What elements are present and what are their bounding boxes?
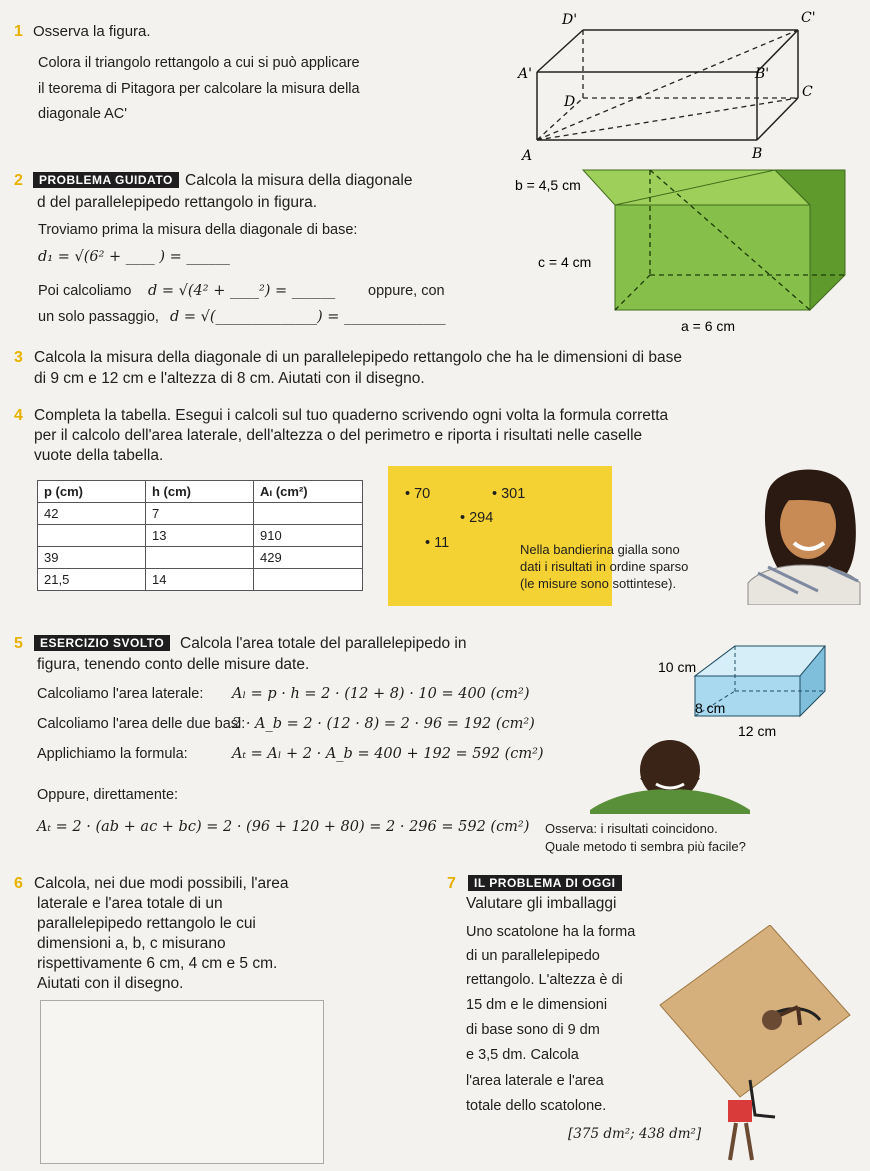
- header-h: h (cm): [146, 481, 254, 503]
- table-cell: 7: [146, 503, 254, 525]
- label-A1: A': [518, 66, 532, 82]
- ex7-line6: e 3,5 dm. Calcola: [466, 1047, 579, 1063]
- ex2-formula2-pre: Poi calcoliamo: [38, 283, 132, 299]
- header-al: Aₗ (cm²): [254, 481, 363, 503]
- label-a: a = 6 cm: [681, 318, 736, 334]
- ex5-r2: 2 · A_b = 2 · (12 · 8) = 2 · 96 = 192 (cm²): [232, 716, 535, 732]
- ex2-formula2-post: oppure, con: [368, 283, 445, 299]
- label-A: A: [522, 148, 533, 164]
- ex5-r4-label: Oppure, direttamente:: [37, 787, 179, 803]
- ex2-tag: PROBLEMA GUIDATO: [33, 172, 179, 188]
- girl-illustration: [738, 463, 866, 605]
- ex7-tag: IL PROBLEMA DI OGGI: [468, 875, 622, 891]
- ex7-line4: 15 dm e le dimensioni: [466, 997, 608, 1013]
- boy-illustration: [590, 738, 750, 814]
- green-box-figure: [505, 165, 865, 340]
- table-cell: 14: [146, 569, 254, 591]
- data-table: [37, 480, 363, 591]
- ex6-line5: rispettivamente 6 cm, 4 cm e 5 cm.: [37, 955, 278, 972]
- table-cell: 21,5: [38, 569, 146, 591]
- ex6-number: 6: [14, 875, 23, 892]
- ex2-title2: d del parallelepipedo rettangolo in figura.: [37, 194, 318, 211]
- ex1-line3: diagonale AC': [38, 106, 128, 122]
- ex7-number: 7: [447, 875, 456, 892]
- ex2-formula1: d₁ = √(6² + ____ ) = ______: [38, 249, 230, 265]
- box-carrier-illustration: [650, 925, 868, 1165]
- label-8cm: 8 cm: [695, 700, 726, 716]
- banner-value: • 294: [460, 508, 493, 529]
- table-header-row: [38, 481, 363, 503]
- ex5-r1-label: Calcoliamo l'area laterale:: [37, 686, 204, 702]
- ex7-line3: rettangolo. L'altezza è di: [466, 972, 623, 988]
- ex2-number: 2: [14, 172, 23, 189]
- label-12cm: 12 cm: [738, 723, 777, 739]
- table-row: [38, 525, 363, 547]
- ex5-note1: Osserva: i risultati coincidono.: [545, 821, 718, 836]
- label-10cm: 10 cm: [658, 659, 697, 675]
- ex6-line2: laterale e l'area totale di un: [37, 895, 223, 912]
- ex5-title: Calcola l'area totale del parallelepipedo in: [180, 635, 467, 652]
- ex5-number: 5: [14, 635, 23, 652]
- ex7-line1: Uno scatolone ha la forma: [466, 924, 636, 940]
- ex2-formula3-pre: un solo passaggio,: [38, 309, 159, 325]
- ex2-formula3: d = √(______________) = ______________: [170, 309, 446, 325]
- ex7-title: Valutare gli imballaggi: [466, 895, 617, 912]
- drawing-area[interactable]: [40, 1000, 324, 1164]
- ex1-line2: il teorema di Pitagora per calcolare la misura della: [38, 81, 360, 97]
- ex5-r2-label: Calcoliamo l'area delle due basi:: [37, 716, 246, 732]
- ex7-line2: di un parallelepipedo: [466, 948, 600, 964]
- label-B: B: [752, 146, 763, 162]
- ex5-r3: Aₜ = Aₗ + 2 · A_b = 400 + 192 = 592 (cm²): [232, 746, 544, 762]
- ex1-title: Osserva la figura.: [33, 23, 151, 40]
- label-b: b = 4,5 cm: [515, 177, 581, 193]
- ex5-note2: Quale metodo ti sembra più facile?: [545, 839, 746, 854]
- header-p: p (cm): [38, 481, 146, 503]
- ex4-line1: Completa la tabella. Esegui i calcoli sul tuo quaderno scrivendo ogni volta la formula corretta: [34, 407, 669, 424]
- ex7-line5: di base sono di 9 dm: [466, 1022, 600, 1038]
- table-cell: 42: [38, 503, 146, 525]
- ex5-r3-label: Applichiamo la formula:: [37, 746, 188, 762]
- blue-box-figure: [650, 636, 865, 746]
- ex6-line3: parallelepipedo rettangolo le cui: [37, 915, 256, 932]
- ex6-line6: Aiutati con il disegno.: [37, 975, 184, 992]
- ex3-number: 3: [14, 349, 23, 366]
- ex2-title: Calcola la misura della diagonale: [185, 172, 413, 189]
- ex7-line7: l'area laterale e l'area: [466, 1073, 604, 1089]
- table-cell[interactable]: [38, 525, 146, 547]
- banner-note2: dati i risultati in ordine sparso: [520, 559, 689, 574]
- ex3-line2: di 9 cm e 12 cm e l'altezza di 8 cm. Aiutati con il disegno.: [34, 370, 425, 387]
- table-cell: 39: [38, 547, 146, 569]
- ex2-formula2: d = √(4² + ____²) = ______: [148, 283, 336, 299]
- ex6-line4: dimensioni a, b, c misurano: [37, 935, 226, 952]
- banner-value: • 11: [425, 533, 449, 554]
- table-cell: 910: [254, 525, 363, 547]
- box-figure-ex1: [510, 0, 860, 165]
- ex4-number: 4: [14, 407, 23, 424]
- table-cell: 13: [146, 525, 254, 547]
- table-cell[interactable]: [254, 503, 363, 525]
- banner-note3: (le misure sono sottintese).: [520, 576, 677, 591]
- label-C: C: [802, 84, 813, 100]
- label-B1: B': [755, 66, 770, 82]
- banner-value: • 301: [492, 484, 525, 505]
- ex2-line1: Troviamo prima la misura della diagonale di base:: [38, 222, 358, 238]
- ex5-r4: Aₜ = 2 · (ab + ac + bc) = 2 · (96 + 120 + 80) = 2 · 296 = 592 (cm²): [37, 819, 530, 835]
- ex5-title2: figura, tenendo conto delle misure date.: [37, 656, 310, 673]
- table-row: [38, 569, 363, 591]
- ex4-line2: per il calcolo dell'area laterale, dell'altezza o del perimetro e riporta i risultati nelle caselle: [34, 427, 643, 444]
- table-cell[interactable]: [254, 569, 363, 591]
- table-cell: 429: [254, 547, 363, 569]
- ex3-line1: Calcola la misura della diagonale di un parallelepipedo rettangolo che ha le dimensioni di base: [34, 349, 682, 366]
- ex7-answer: [375 dm²; 438 dm²]: [568, 1126, 702, 1142]
- ex1-number: 1: [14, 23, 23, 40]
- table-row: [38, 547, 363, 569]
- ex5-r1: Aₗ = p · h = 2 · (12 + 8) · 10 = 400 (cm²): [232, 686, 530, 702]
- ex5-tag: ESERCIZIO SVOLTO: [34, 635, 170, 651]
- label-c: c = 4 cm: [538, 254, 592, 270]
- table-row: [38, 503, 363, 525]
- ex7-line8: totale dello scatolone.: [466, 1098, 607, 1114]
- label-D: D: [564, 94, 576, 110]
- ex1-line1: Colora il triangolo rettangolo a cui si può applicare: [38, 55, 360, 71]
- label-D1: D': [562, 12, 578, 28]
- banner-note1: Nella bandierina gialla sono: [520, 542, 680, 557]
- banner-value: • 70: [405, 484, 430, 505]
- ex6-line1: Calcola, nei due modi possibili, l'area: [34, 875, 289, 892]
- table-cell[interactable]: [146, 547, 254, 569]
- ex4-line3: vuote della tabella.: [34, 447, 164, 464]
- label-C1: C': [801, 10, 816, 26]
